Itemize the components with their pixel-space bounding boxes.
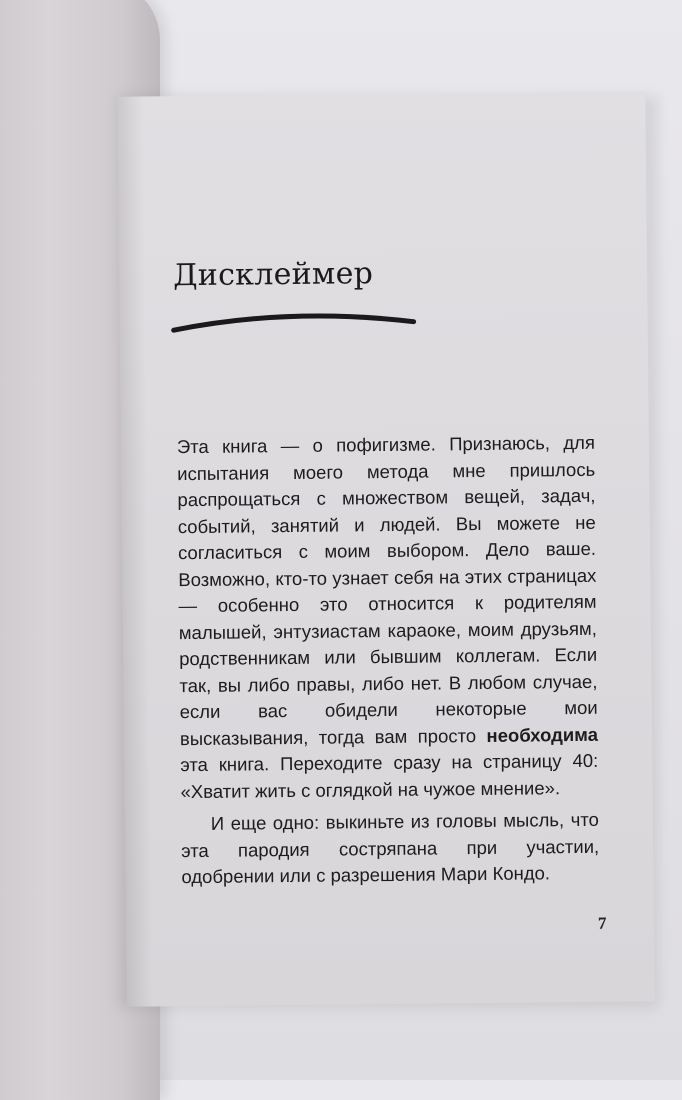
- paragraph-2: И еще одно: выкиньте из головы мысль, что эта пародия состряпана при участии, одобрении или с разрешения Мари Кондо.: [181, 808, 600, 888]
- paragraph-1-text-end: эта книга. Переходите сразу на страницу 40: «Хватит жить с оглядкой на чужое мнение».: [180, 749, 599, 802]
- body-text: [177, 430, 600, 891]
- paragraph-1-bold-word: необходима: [486, 723, 599, 746]
- paragraph-1: [177, 430, 599, 805]
- chapter-title: Дисклеймер: [172, 256, 374, 294]
- paragraph-1-text: Эта книга — о пофигизме. Признаюсь, для испытания моего метода мне пришлось распрощаться с множеством вещей, задач, событий, занятий и людей. Вы можете не согласиться с моим выбором. Дело ваше. Возможно, кто-то узнает себя на этих страницах — особенно это относится к родителям малышей, энтузиастам караоке, моим друзьям, родственникам или бывшим коллегам. Если так, вы либо правы, либо нет. В любом случае, если вас обидели некоторые мои высказывания, тогда вам просто: [176, 431, 598, 749]
- book-page: [117, 91, 655, 1006]
- page-number: 7: [597, 913, 607, 933]
- title-underline-swoosh: [169, 304, 419, 337]
